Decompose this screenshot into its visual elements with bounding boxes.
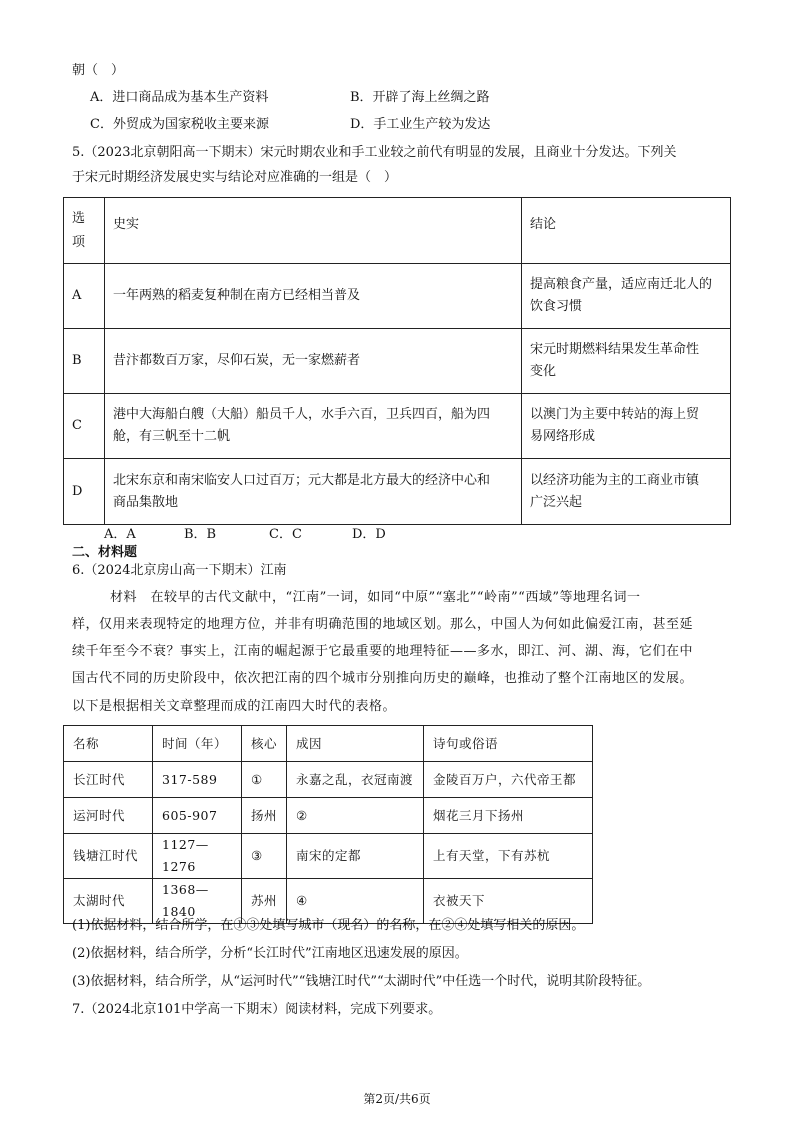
q6-cell: 永嘉之乱，衣冠南渡	[287, 762, 424, 798]
q6-table-header	[64, 726, 593, 762]
table-row	[64, 798, 593, 834]
q5-stem-line2: 于宋元时期经济发展史实与结论对应准确的一组是（ ）	[72, 170, 398, 185]
q5-row-b-conclusion	[522, 329, 731, 394]
q6-material-line4: 国古代不同的历史阶段中，依次把江南的四个城市分别推向历史的巅峰，也推动了整个江南地区的发展。	[72, 671, 694, 686]
q5-row-d-conclusion-l1: 以经济功能为主的工商业市镇	[530, 472, 700, 488]
q5-row-d-conclusion-l2: 广泛兴起	[530, 494, 583, 510]
q6-cell: 上有天堂，下有苏杭	[424, 834, 593, 879]
q5-row-b-option: B	[64, 329, 105, 394]
q6-question-2: (2)依据材料，结合所学，分析“长江时代”江南地区迅速发展的原因。	[72, 946, 468, 961]
q6-cell: 317-589	[153, 762, 242, 798]
q5-row-a-option: A	[64, 264, 105, 329]
q5-row-b-conclusion-l1: 宋元时期燃料结果发生革命性	[530, 342, 700, 357]
table-row	[64, 834, 593, 879]
q5-row-c-fact	[105, 394, 522, 459]
q5-row-c-option: C	[64, 394, 105, 459]
q5-row-b-fact	[105, 329, 522, 394]
q6-header-time: 时间（年）	[153, 726, 242, 762]
table-row	[64, 762, 593, 798]
q5-row-a-conclusion	[522, 264, 731, 329]
q5-row-d-option: D	[64, 459, 105, 525]
q5-table-header	[64, 198, 731, 264]
q6-cell: 烟花三月下扬州	[424, 798, 593, 834]
q4-tail: 朝（ ）	[72, 63, 125, 78]
q6-cell: 1368—1840	[153, 879, 242, 924]
table-row	[64, 459, 731, 525]
q5-row-d-fact	[105, 459, 522, 525]
q6-header-name: 名称	[64, 726, 153, 762]
q6-cell: 南宋的定都	[287, 834, 424, 879]
q6-header-cause: 成因	[287, 726, 424, 762]
q4-option-b: B．开辟了海上丝绸之路	[350, 90, 490, 105]
q6-cell: 太湖时代	[64, 879, 153, 924]
q5-row-d-conclusion	[522, 459, 731, 525]
q6-question-3: (3)依据材料，结合所学，从“运河时代”“钱塘江时代”“太湖时代”中任选一个时代，说明其阶段特征。	[72, 974, 651, 989]
q6-cell: ③	[242, 834, 287, 879]
q6-material-line5: 以下是根据相关文章整理而成的江南四大时代的表格。	[72, 699, 397, 714]
q5-row-d-fact-l1: 北宋东京和南宋临安人口过百万；元大都是北方最大的经济中心和	[113, 472, 491, 488]
q6-cell: 金陵百万户，六代帝王都	[424, 762, 593, 798]
q5-row-a-fact	[105, 264, 522, 329]
q6-title: 6.（2024北京房山高一下期末）江南	[72, 563, 287, 578]
q6-material-line1: 材料 在较早的古代文献中，“江南”一词，如同“中原”“塞北”“岭南”“西域”等地理名词一	[110, 590, 641, 605]
q6-table	[63, 725, 593, 924]
q5-stem-line1: 5.（2023北京朝阳高一下期末）宋元时期农业和手工业较之前代有明显的发展，且商业十分发达。下列关	[72, 145, 677, 160]
q6-cell: 钱塘江时代	[64, 834, 153, 879]
table-row	[64, 329, 731, 394]
q6-cell: ①	[242, 762, 287, 798]
q5-row-c-fact-l1: 港中大海船白艘（大船）船员千人，水手六百，卫兵四百，船为四	[113, 407, 491, 422]
q5-table	[63, 197, 731, 525]
q5-header-option	[64, 198, 105, 264]
q6-header-verse: 诗句或俗语	[424, 726, 593, 762]
q5-row-c-fact-l2: 舱，有三帆至十二帆	[113, 429, 231, 444]
page-number: 第2页/共6页	[363, 1092, 431, 1106]
q5-row-a-fact-l1: 一年两熟的稻麦复种制在南方已经相当普及	[113, 288, 361, 303]
q5-row-d-fact-l2: 商品集散地	[113, 494, 179, 510]
q6-material-line3: 续千年至今不衰？事实上，江南的崛起源于它最重要的地理特征——多水，即江、河、湖、海，它们在中	[72, 644, 694, 659]
q4-option-c: C．外贸成为国家税收主要来源	[90, 117, 269, 132]
q6-cell: 苏州	[242, 879, 287, 924]
q5-answer-c: C．C	[269, 527, 302, 542]
q6-material-line2: 样，仅用来表现特定的地理方位，并非有明确范围的地域区划。那么，中国人为何如此偏爱江南，甚至延	[72, 617, 694, 632]
q6-cell: ②	[287, 798, 424, 834]
q5-header-option-l2: 项	[72, 234, 86, 250]
q5-row-c-conclusion-l1: 以澳门为主要中转站的海上贸	[530, 407, 700, 422]
section-title: 二、材料题	[72, 545, 138, 560]
q5-row-b-fact-l1: 昔汴都数百万家，尽仰石炭，无一家燃薪者	[113, 353, 361, 368]
q5-row-c-conclusion	[522, 394, 731, 459]
q6-cell: 运河时代	[64, 798, 153, 834]
q5-header-fact: 史实	[105, 198, 522, 264]
q6-cell: 衣被天下	[424, 879, 593, 924]
q4-option-a: A．进口商品成为基本生产资料	[90, 90, 269, 105]
q5-answer-d: D．D	[352, 527, 386, 542]
q4-option-d: D．手工业生产较为发达	[350, 117, 491, 132]
q6-cell: 长江时代	[64, 762, 153, 798]
q5-row-a-conclusion-l1: 提高粮食产量，适应南迁北人的	[530, 277, 713, 292]
q5-answer-a: A．A	[104, 527, 136, 542]
q6-cell: 扬州	[242, 798, 287, 834]
q6-cell: ④	[287, 879, 424, 924]
q5-header-conclusion: 结论	[522, 198, 731, 264]
q6-question-1: (1)依据材料，结合所学，在①③处填写城市（现名）的名称，在②④处填写相关的原因。	[72, 918, 585, 933]
q5-row-a-conclusion-l2: 饮食习惯	[530, 299, 583, 314]
q5-row-c-conclusion-l2: 易网络形成	[530, 429, 596, 444]
q7-title: 7.（2024北京101中学高一下期末）阅读材料，完成下列要求。	[72, 1002, 442, 1017]
table-row	[64, 394, 731, 459]
q6-cell: 1127—1276	[153, 834, 242, 879]
q5-row-b-conclusion-l2: 变化	[530, 364, 557, 379]
q6-header-core: 核心	[242, 726, 287, 762]
q6-cell: 605-907	[153, 798, 242, 834]
table-row	[64, 264, 731, 329]
q5-header-option-l1: 选	[72, 210, 86, 226]
q5-answer-b: B．B	[184, 527, 217, 542]
